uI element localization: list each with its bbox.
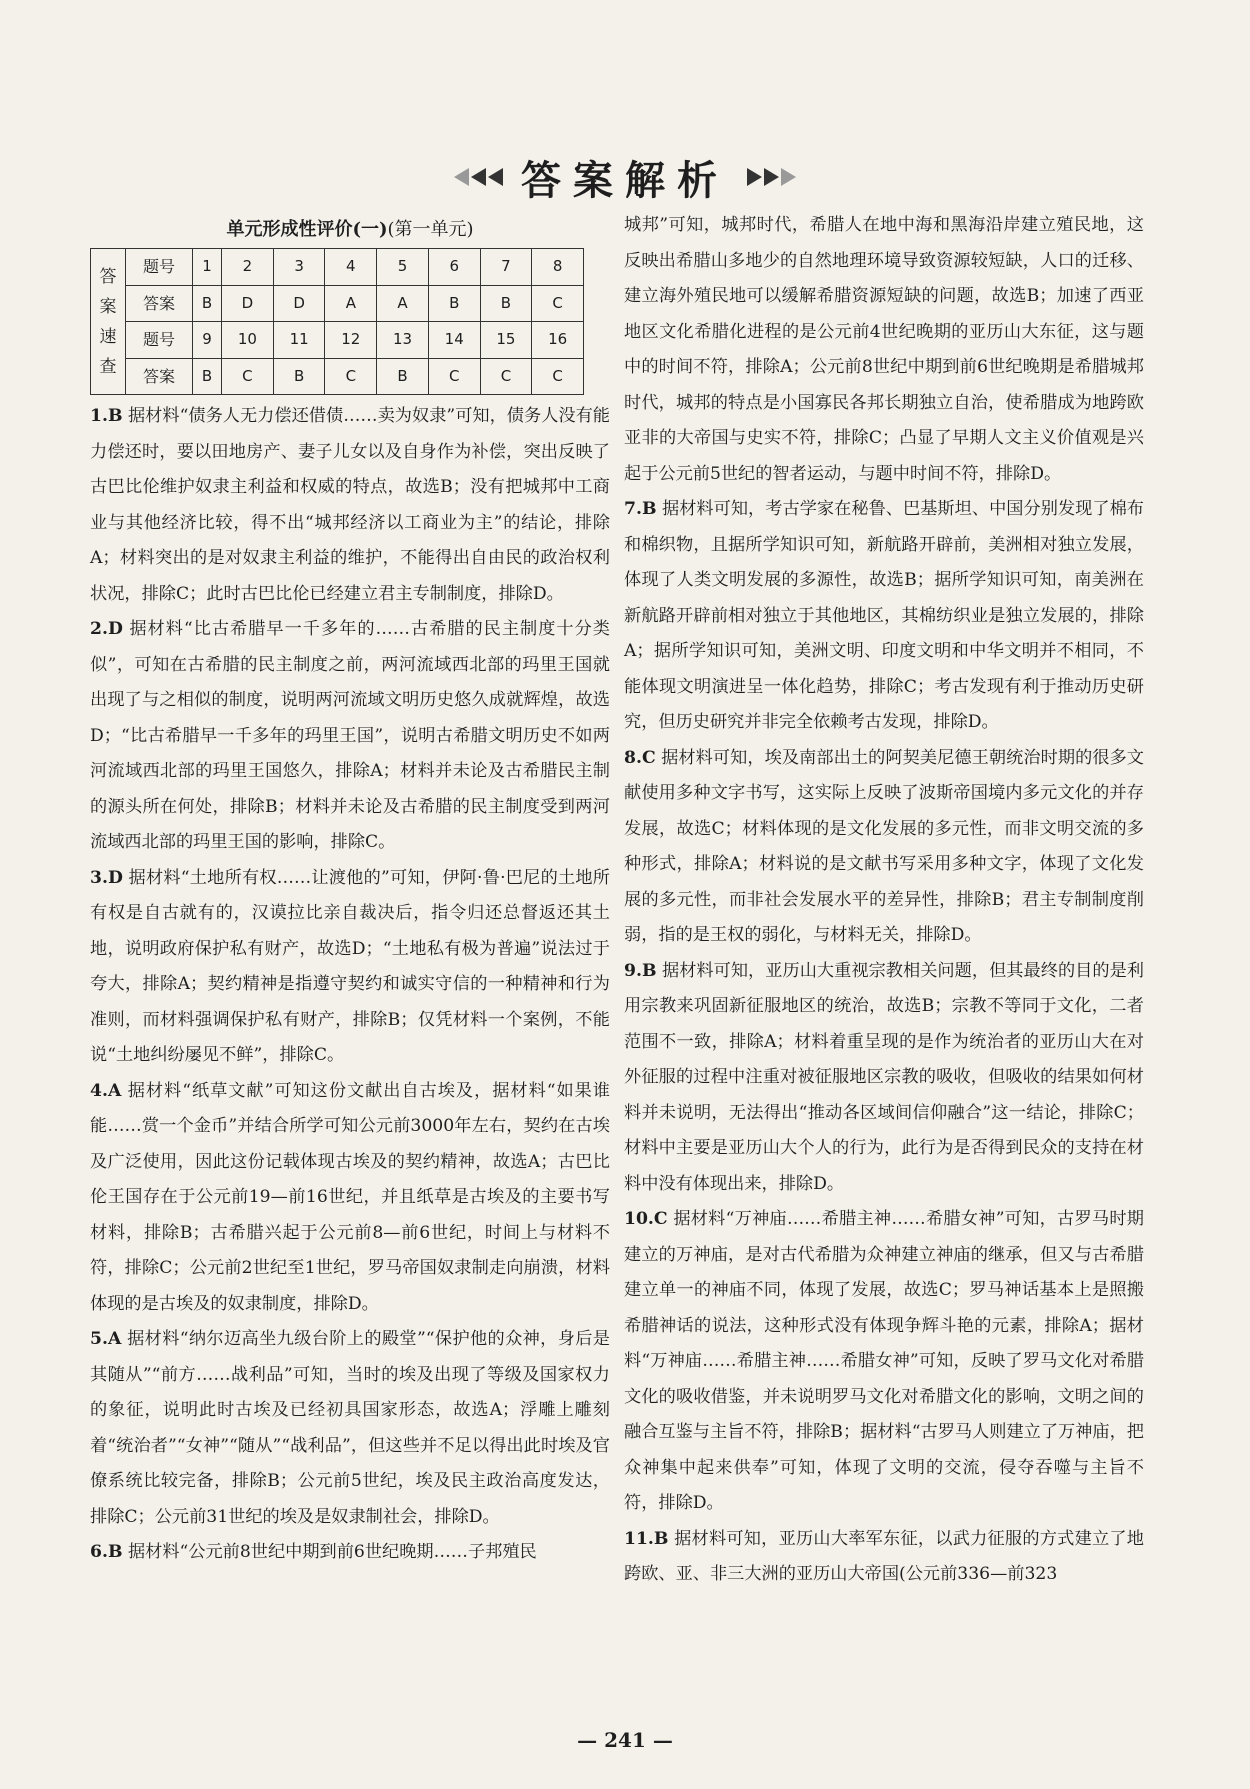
table-cell: C [532,358,584,395]
answer-text: 据材料“万神庙……希腊主神……希腊女神”可知，古罗马时期建立的万神庙，是对古代希腊为众神建立神庙的继承，但又与古希腊建立单一的神庙不同，体现了发展，故选C；罗马神话基本上是照搬希腊神话的说法，这种形式没有体现争辉斗艳的元素，排除A；据材料“万神庙……希腊主神……希腊女神”可知，反映了罗马文化对希腊文化的吸收借鉴，并未说明罗马文化对希腊文化的影响，文明之间的融合互鉴与主旨不符，排除B；据材料“古罗马人则建立了万神庙，把众神集中起来供奉”可知，体现了文明的交流，侵夺吞噬与主旨不符，排除D。 [624,1209,1144,1513]
answer-number: 4.A [90,1080,122,1101]
page-header [0,142,1250,212]
answer-number: 7.B [624,499,657,519]
answer-table [90,248,584,395]
answer-item [624,954,1144,1203]
table-cell: D [222,285,274,322]
answer-item [624,1522,1144,1593]
answer-text: 据材料可知，亚历山大率军东征，以武力征服的方式建立了地跨欧、亚、非三大洲的亚历山大帝国(公元前336—前323 [624,1528,1144,1584]
left-arrows-icon [454,168,503,186]
right-column [624,208,1144,1593]
table-cell: 5 [377,249,429,286]
table-cell: C [325,358,377,395]
answers-list-left [90,399,610,1571]
answer-item [624,492,1144,741]
table-cell: 13 [377,322,429,359]
answer-item [90,1074,610,1323]
answer-number: 11.B [624,1528,669,1549]
answer-number: 5.A [90,1329,122,1349]
table-cell: D [273,285,325,322]
table-row [91,249,584,286]
answer-number: 2.D [90,619,123,639]
table-cell: 6 [428,249,480,286]
answer-text: 据材料“比古希腊早一千多年的……古希腊的民主制度十分类似”，可知在古希腊的民主制度之前，两河流域西北部的玛里王国就出现了与之相似的制度，说明两河流域文明历史悠久成就辉煌，故选D；“比古希腊早一千多年的玛里王国”，说明古希腊文明历史不如两河流域西北部的玛里王国悠久，排除A；材料并未论及古希腊民主制的源头所在何处，排除B；材料并未论及古希腊的民主制度受到两河流域西北部的玛里王国的影响，排除C。 [90,619,610,852]
table-row-label: 答案 [126,358,193,395]
table-cell: C [428,358,480,395]
answer-item [90,1535,610,1571]
table-cell: 2 [222,249,274,286]
table-cell: 11 [273,322,325,359]
table-cell: 1 [193,249,222,286]
table-row-label: 题号 [126,322,193,359]
answer-item [90,1322,610,1535]
left-column [90,212,610,1571]
table-side-label: 答 案 速 查 [91,249,126,395]
answer-text: 据材料“公元前8世纪中期到前6世纪晚期……子邦殖民 [127,1542,537,1562]
answer-item [90,612,610,861]
table-row-label: 答案 [126,285,193,322]
table-cell: B [428,285,480,322]
section-title: 单元形成性评价(一)(第一单元) [226,219,474,240]
answer-continuation: 城邦”可知，城邦时代，希腊人在地中海和黑海沿岸建立殖民地，这反映出希腊山多地少的自然地理环境导致资源较短缺，人口的迁移、建立海外殖民地可以缓解希腊资源短缺的问题，故选B；加速了西亚地区文化希腊化进程的是公元前4世纪晚期的亚历山大东征，这与题中的时间不符，排除A；公元前8世纪中期到前6世纪晚期是希腊城邦时代，城邦的特点是小国寡民各邦长期独立自治，使希腊成为地跨欧亚非的大帝国与史实不符，排除C；凸显了早期人文主义价值观是兴起于公元前5世纪的智者运动，与题中时间不符，排除D。 [624,215,1144,484]
table-cell: 10 [222,322,274,359]
answer-text: 据材料“土地所有权……让渡他的”可知，伊阿·鲁·巴尼的土地所有权是自古就有的，汉谟拉比亲自裁决后，指令归还总督返还其土地，说明政府保护私有财产，故选D；“土地私有极为普遍”说法过于夸大，排除A；契约精神是指遵守契约和诚实守信的一种精神和行为准则，而材料强调保护私有财产，排除B；仅凭材料一个案例，不能说“土地纠纷屡见不鲜”，排除C。 [90,867,610,1065]
table-cell: B [377,358,429,395]
answers-list-right [624,492,1144,1593]
table-cell: B [193,285,222,322]
answer-number: 3.D [90,867,123,888]
answer-text: 据材料“纳尔迈高坐九级台阶上的殿堂”“保护他的众神，身后是其随从”“前方……战利品”可知，当时的埃及出现了等级及国家权力的象征，说明此时古埃及已经初具国家形态，故选A；浮雕上雕刻着“统治者”“女神”“随从”“战利品”，但这些并不足以得出此时埃及官僚系统比较完备，排除B；公元前5世纪，埃及民主政治高度发达，排除C；公元前31世纪的埃及是奴隶制社会，排除D。 [90,1329,610,1527]
table-cell: C [480,358,532,395]
table-cell: 9 [193,322,222,359]
table-cell: 16 [532,322,584,359]
answer-item [90,399,610,612]
answer-number: 10.C [624,1209,668,1229]
page-title: 答案解析 [521,157,729,204]
answer-text: 据材料可知，埃及南部出土的阿契美尼德王朝统治时期的很多文献使用多种文字书写，这实际上反映了波斯帝国境内多元文化的并存发展，故选C；材料体现的是文化发展的多元性，而非文明交流的多种形式，排除A；材料说的是文献书写采用多种文字，体现了文化发展的多元性，而非社会发展水平的差异性，排除B；君主专制制度削弱，指的是王权的弱化，与材料无关，排除D。 [624,747,1144,945]
page-number: — 241 — [577,1728,673,1752]
answer-text: 据材料可知，亚历山大重视宗教相关问题，但其最终的目的是利用宗教来巩固新征服地区的统治，故选B；宗教不等同于文化，二者范围不一致，排除A；材料着重呈现的是作为统治者的亚历山大在对外征服的过程中注重对被征服地区宗教的吸收，但吸收的结果如何材料并未说明，无法得出“推动各区域间信仰融合”这一结论，排除C；材料中主要是亚历山大个人的行为，此行为是否得到民众的支持在材料中没有体现出来，排除D。 [624,960,1144,1194]
answer-number: 9.B [624,960,657,981]
right-arrows-icon [747,168,796,186]
answer-number: 1.B [90,406,123,426]
answer-item [624,1202,1144,1522]
table-cell: 15 [480,322,532,359]
table-cell: 3 [273,249,325,286]
answer-text: 据材料可知，考古学家在秘鲁、巴基斯坦、中国分别发现了棉布和棉织物，且据所学知识可知，新航路开辟前，美洲相对独立发展，体现了人类文明发展的多源性，故选B；据所学知识可知，南美洲在新航路开辟前相对独立于其他地区，其棉纺织业是独立发展的，排除A；据所学知识可知，美洲文明、印度文明和中华文明并不相同，不能体现文明演进呈一体化趋势，排除C；考古发现有利于推动历史研究，但历史研究并非完全依赖考古发现，排除D。 [624,499,1144,732]
table-cell: 4 [325,249,377,286]
table-cell: C [222,358,274,395]
table-cell: B [273,358,325,395]
answer-item [90,861,610,1074]
answer-item [624,741,1144,954]
table-cell: C [532,285,584,322]
table-cell: A [377,285,429,322]
answer-number: 8.C [624,747,656,768]
table-row [91,322,584,359]
table-cell: 7 [480,249,532,286]
table-row [91,358,584,395]
table-cell: B [193,358,222,395]
table-row-label: 题号 [126,249,193,286]
table-cell: 12 [325,322,377,359]
answer-text: 据材料“债务人无力偿还借债……卖为奴隶”可知，债务人没有能力偿还时，要以田地房产、妻子儿女以及自身作为补偿，突出反映了古巴比伦维护奴隶主利益和权威的特点，故选B；没有把城邦中工商业与其他经济比较，得不出“城邦经济以工商业为主”的结论，排除A；材料突出的是对奴隶主利益的维护，不能得出自由民的政治权利状况，排除C；此时古巴比伦已经建立君主专制制度，排除D。 [90,406,610,604]
table-cell: B [480,285,532,322]
table-cell: 8 [532,249,584,286]
table-row [91,285,584,322]
answer-number: 6.B [90,1542,123,1562]
answer-text: 据材料“纸草文献”可知这份文献出自古埃及，据材料“如果谁能……赏一个金币”并结合所学可知公元前3000年左右，契约在古埃及广泛使用，因此这份记载体现古埃及的契约精神，故选A；古巴比伦王国存在于公元前19—前16世纪，并且纸草是古埃及的主要书写材料，排除B；古希腊兴起于公元前8—前6世纪，时间上与材料不符，排除C；公元前2世纪至1世纪，罗马帝国奴隶制走向崩溃，材料体现的是古埃及的奴隶制度，排除D。 [90,1080,610,1314]
table-cell: A [325,285,377,322]
table-cell: 14 [428,322,480,359]
